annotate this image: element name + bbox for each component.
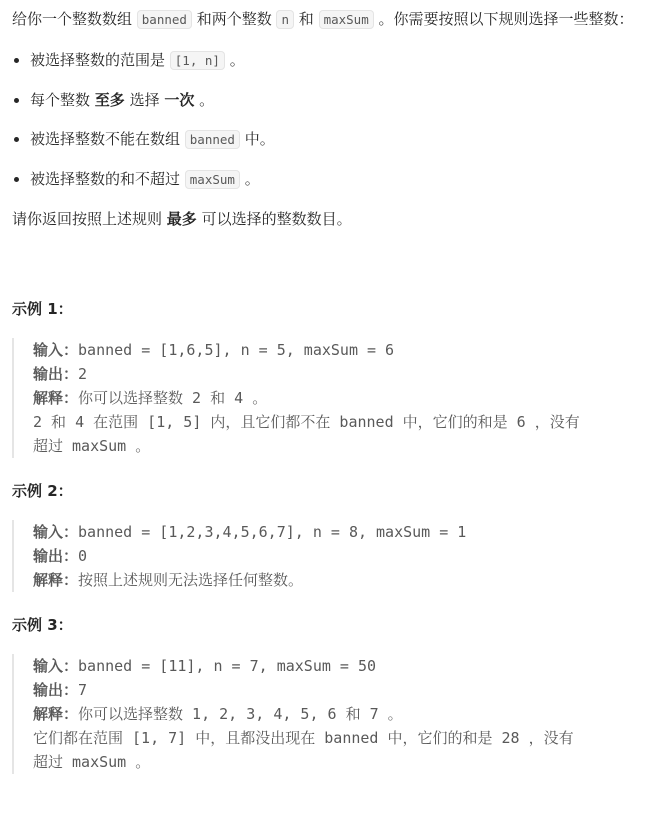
inline-code-n: n bbox=[276, 10, 294, 29]
input-value: banned = [1,2,3,4,5,6,7], n = 8, maxSum = 1 bbox=[78, 523, 467, 541]
bold-most: 最多 bbox=[166, 210, 197, 228]
input-label: 输入： bbox=[33, 523, 79, 541]
rule-text: 每个整数 bbox=[30, 91, 95, 109]
inline-code-range: [1, n] bbox=[170, 51, 225, 70]
example-1-output bbox=[33, 362, 649, 386]
question-paragraph bbox=[12, 206, 649, 232]
question-text: 可以选择的整数数目。 bbox=[196, 210, 352, 228]
example-2-input bbox=[33, 520, 649, 544]
rule-text: 。 bbox=[224, 51, 245, 69]
output-label: 输出： bbox=[33, 547, 79, 565]
example-1-explain-line-2: 2 和 4 在范围 [1, 5] 内，且它们都不在 banned 中，它们的和是 6 ，没有 bbox=[33, 413, 580, 431]
example-3-block bbox=[12, 654, 649, 774]
example-2-title: 示例 2： bbox=[12, 482, 73, 500]
input-value: banned = [11], n = 7, maxSum = 50 bbox=[78, 657, 377, 675]
rule-item-once bbox=[12, 87, 649, 113]
bold-once: 一次 bbox=[164, 91, 195, 109]
example-1-explain-line-3: 超过 maxSum 。 bbox=[33, 437, 151, 455]
input-label: 输入： bbox=[33, 341, 79, 359]
explain-text: 你可以选择整数 2 和 4 。 bbox=[78, 389, 268, 407]
rules-list bbox=[12, 47, 649, 193]
rule-item-range bbox=[12, 47, 649, 74]
inline-code-maxsum: maxSum bbox=[319, 10, 374, 29]
explain-label: 解释： bbox=[33, 389, 79, 407]
intro-text: 和 bbox=[294, 10, 319, 28]
rule-text: 选择 bbox=[124, 91, 165, 109]
output-value: 2 bbox=[78, 365, 88, 383]
inline-code-banned: banned bbox=[137, 10, 192, 29]
rule-text: 被选择整数的范围是 bbox=[30, 51, 170, 69]
rule-text: 中。 bbox=[239, 130, 275, 148]
intro-text: 和两个整数 bbox=[191, 10, 277, 28]
example-1-explain bbox=[33, 386, 649, 410]
rule-text: 被选择整数不能在数组 bbox=[30, 130, 185, 148]
bold-at-most: 至多 bbox=[94, 91, 125, 109]
example-3-explain-line-2: 它们都在范围 [1, 7] 中，且都没出现在 banned 中，它们的和是 28 ，没有 bbox=[33, 729, 574, 747]
output-label: 输出： bbox=[33, 681, 79, 699]
rule-item-banned bbox=[12, 126, 649, 153]
example-3-output bbox=[33, 678, 649, 702]
output-label: 输出： bbox=[33, 365, 79, 383]
explain-label: 解释： bbox=[33, 571, 79, 589]
example-3-explain-line-3: 超过 maxSum 。 bbox=[33, 753, 151, 771]
example-3-explain bbox=[33, 702, 649, 726]
output-value: 7 bbox=[78, 681, 88, 699]
rule-item-sum bbox=[12, 166, 649, 193]
explain-label: 解释： bbox=[33, 705, 79, 723]
inline-code-maxsum: maxSum bbox=[185, 170, 240, 189]
example-2-explain bbox=[33, 568, 649, 592]
intro-text: 给你一个整数数组 bbox=[12, 10, 137, 28]
rule-text: 。 bbox=[239, 170, 260, 188]
example-2-block bbox=[12, 520, 649, 592]
explain-text: 你可以选择整数 1, 2, 3, 4, 5, 6 和 7 。 bbox=[78, 705, 403, 723]
intro-paragraph bbox=[12, 6, 649, 33]
rule-text: 。 bbox=[194, 91, 215, 109]
question-text: 请你返回按照上述规则 bbox=[12, 210, 167, 228]
intro-text: 。你需要按照以下规则选择一些整数： bbox=[373, 10, 634, 28]
input-value: banned = [1,6,5], n = 5, maxSum = 6 bbox=[78, 341, 395, 359]
example-3-title: 示例 3： bbox=[12, 616, 73, 634]
explain-text: 按照上述规则无法选择任何整数。 bbox=[78, 571, 304, 589]
example-3-input bbox=[33, 654, 649, 678]
example-1-title: 示例 1： bbox=[12, 300, 73, 318]
example-2-output bbox=[33, 544, 649, 568]
inline-code-banned: banned bbox=[185, 130, 240, 149]
output-value: 0 bbox=[78, 547, 88, 565]
rule-text: 被选择整数的和不超过 bbox=[30, 170, 185, 188]
example-1-block bbox=[12, 338, 649, 458]
example-1-input bbox=[33, 338, 649, 362]
input-label: 输入： bbox=[33, 657, 79, 675]
